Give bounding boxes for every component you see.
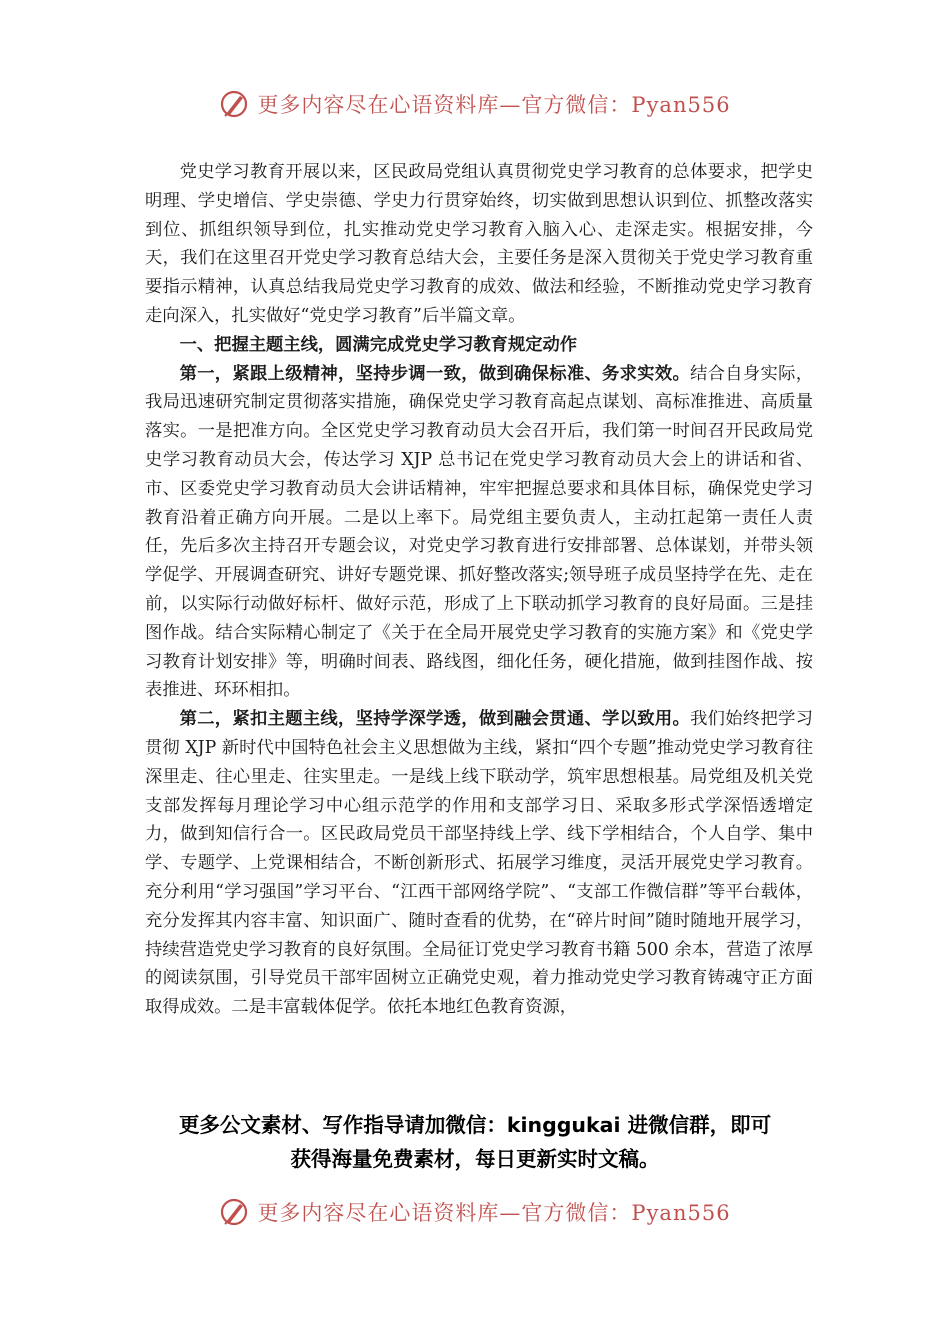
paragraph-first-lead: 第一，紧跟上级精神，坚持步调一致，做到确保标准、务求实效。 [179, 363, 691, 384]
paragraph-first [145, 360, 813, 706]
paragraph-intro: 党史学习教育开展以来，区民政局党组认真贯彻党史学习教育的总体要求，把学史明理、学史增信、学史崇德、学史力行贯穿始终，切实做到思想认识到位、抓整改落实到位、抓组织领导到位，扎实推动党史学习教育入脑入心、走深走实。根据安排，今天，我们在这里召开党史学习教育总结大会，主要任务是深入贯彻关于党史学习教育重要指示精神，认真总结我局党史学习教育的成效、做法和经验，不断推动党史学习教育走向深入，扎实做好“党史学习教育”后半篇文章。 [145, 162, 813, 326]
paragraph-second [145, 705, 813, 1022]
wechat-promo [0, 1108, 950, 1176]
footer-banner [0, 1192, 950, 1232]
wechat-promo-line2: 获得海量免费素材，每日更新实时文稿。 [290, 1147, 660, 1171]
section-heading: 一、把握主题主线，圆满完成党史学习教育规定动作 [179, 334, 578, 355]
footer-banner-text: 更多内容尽在心语资料库—官方微信：Pyan556 [257, 1201, 731, 1225]
paragraph-second-lead: 第二，紧扣主题主线，坚持学深学透，做到融会贯通、学以致用。 [179, 709, 691, 730]
paragraph-second-text: 我们始终把学习贯彻 XJP 新时代中国特色社会主义思想做为主线，紧扣“四个专题”推动党史学习教育往深里走、往心里走、往实里走。一是线上线下联动学，筑牢思想根基。局党组及机关党支部发挥每月理论学习中心组示范学的作用和支部学习日、采取多形式学深悟透增定力，做到知信行合一。区民政局党员干部坚持线上学、线下学相结合，个人自学、集中学、专题学、上党课相结合，不断创新形式、拓展学习维度，灵活开展党史学习教育。充分利用“学习强国”学习平台、“江西干部网络学院”、“支部工作微信群”等平台载体，充分发挥其内容丰富、知识面广、随时查看的优势，在“碎片时间”随时随地开展学习，持续营造党史学习教育的良好氛围。全局征订党史学习教育书籍 500 余本，营造了浓厚的阅读氛围，引导党员干部牢固树立正确党史观，着力推动党史学习教育铸魂守正方面取得成效。二是丰富载体促学。依托本地红色教育资源， [145, 709, 813, 1018]
quill-pen-logo-icon [219, 1197, 249, 1227]
document-body [145, 158, 813, 1022]
wechat-promo-line1: 更多公文素材、写作指导请加微信：kinggukai 进微信群，即可 [178, 1113, 772, 1137]
quill-pen-logo-icon [219, 89, 249, 119]
paragraph-first-text: 结合自身实际，我局迅速研究制定贯彻落实措施，确保党史学习教育高起点谋划、高标准推进、高质量落实。一是把准方向。全区党史学习教育动员大会召开后，我们第一时间召开民政局党史学习教育动员大会，传达学习 XJP 总书记在党史学习教育动员大会上的讲话和省、市、区委党史学习教育动员大会讲话精神，牢牢把握总要求和具体目标，确保党史学习教育沿着正确方向开展。二是以上率下。局党组主要负责人，主动扛起第一责任人责任，先后多次主持召开专题会议，对党史学习教育进行安排部署、总体谋划，并带头领学促学、开展调查研究、讲好专题党课、抓好整改落实;领导班子成员坚持学在先、走在前，以实际行动做好标杆、做好示范，形成了上下联动抓学习教育的良好局面。三是挂图作战。结合实际精心制定了《关于在全局开展党史学习教育的实施方案》和《党史学习教育计划安排》等，明确时间表、路线图，细化任务，硬化措施，做到挂图作战、按表推进、环环相扣。 [145, 363, 813, 701]
header-banner [0, 84, 950, 124]
header-banner-text: 更多内容尽在心语资料库—官方微信：Pyan556 [257, 93, 731, 117]
